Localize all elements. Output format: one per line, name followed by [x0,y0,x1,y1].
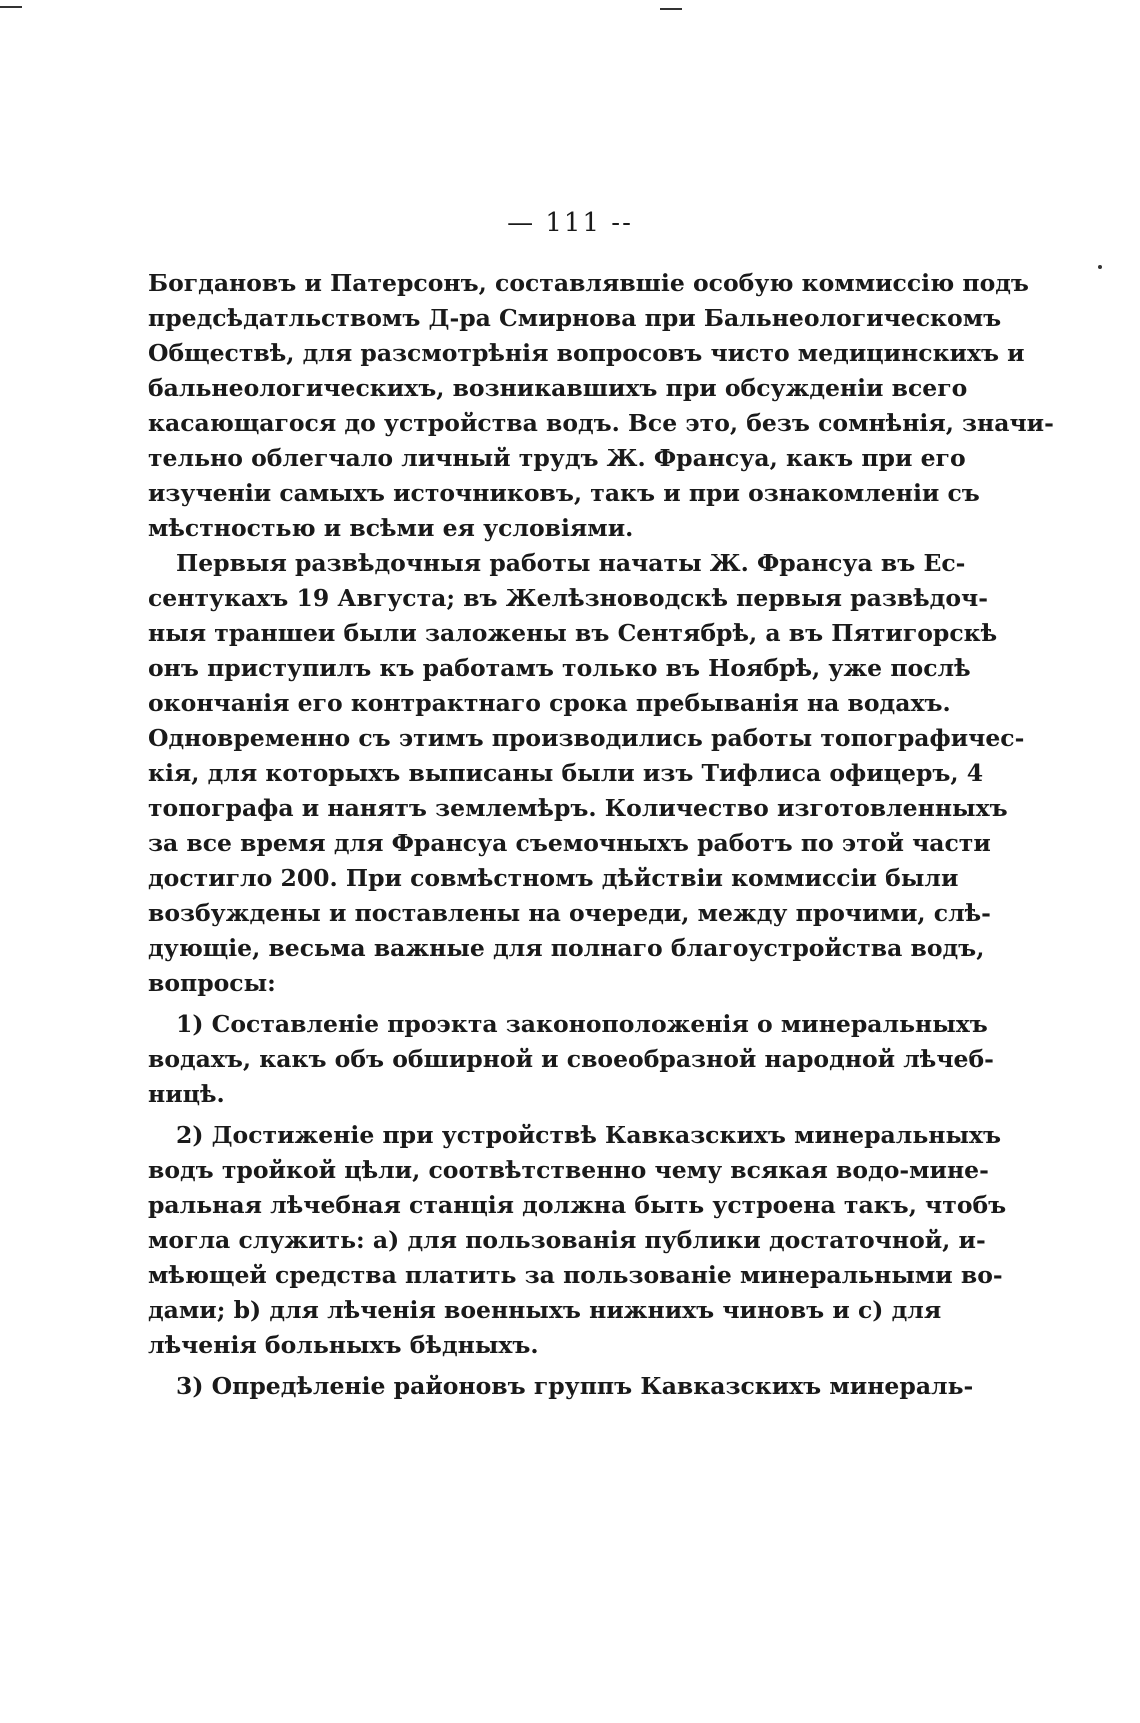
page-number: — 111 -- [507,208,633,238]
text-line: Первыя развѣдочныя работы начаты Ж. Франсуа въ Ес- [176,549,966,577]
text-line: бальнеологическихъ, возникавшихъ при обсужденіи всего [148,374,968,402]
text-line: ницѣ. [148,1080,225,1108]
text-line: достигло 200. При совмѣстномъ дѣйствіи коммиссіи были [148,864,959,892]
text-line: водахъ, какъ объ обширной и своеобразной народной лѣчеб- [148,1045,994,1073]
list-item-1 [148,1007,994,1112]
text-line: возбуждены и поставлены на очереди, между прочими, слѣ- [148,899,991,927]
text-line: 2) Достиженіе при устройствѣ Кавказскихъ минеральныхъ [176,1121,1002,1149]
text-line: вопросы: [148,969,276,997]
text-line: онъ приступилъ къ работамъ только въ Ноябрѣ, уже послѣ [148,654,971,682]
paragraph-1 [148,266,1054,546]
paragraph-2 [148,546,1025,1001]
scan-mark-top-right [660,8,682,10]
text-line: кія, для которыхъ выписаны были изъ Тифлиса офицеръ, 4 [148,759,984,787]
text-line: мѣющей средства платить за пользованіе минеральными во- [148,1261,1003,1289]
text-line: лѣченія больныхъ бѣдныхъ. [148,1331,539,1359]
text-line: за все время для Франсуа съемочныхъ работъ по этой части [148,829,991,857]
text-line: касающагося до устройства водъ. Все это, безъ сомнѣнія, значи- [148,409,1054,437]
body-text [148,266,1054,1404]
text-line: Обществѣ, для разсмотрѣнія вопросовъ чисто медицинскихъ и [148,339,1025,367]
scan-mark-top-left [0,6,22,8]
text-line: ральная лѣчебная станція должна быть устроена такъ, чтобъ [148,1191,1007,1219]
text-line: предсѣдатльствомъ Д-ра Смирнова при Бальнеологическомъ [148,304,1002,332]
text-line: водъ тройкой цѣли, соотвѣтственно чему всякая водо-мине- [148,1156,989,1184]
text-line: Богдановъ и Патерсонъ, составлявшіе особую коммиссію подъ [148,269,1029,297]
text-line: мѣстностью и всѣми ея условіями. [148,514,634,542]
text-line: дами; b) для лѣченія военныхъ нижнихъ чиновъ и c) для [148,1296,942,1324]
text-line: топографа и нанятъ землемѣръ. Количество изготовленныхъ [148,794,1008,822]
list-item-3 [148,1369,974,1404]
scan-dot-right [1098,265,1102,269]
text-line: 3) Опредѣленіе районовъ группъ Кавказскихъ минераль- [176,1372,974,1400]
text-line: могла служить: a) для пользованія публики достаточной, и- [148,1226,986,1254]
text-line: тельно облегчало личный трудъ Ж. Франсуа, какъ при его [148,444,966,472]
list-item-2 [148,1118,1007,1363]
text-line: ныя траншеи были заложены въ Сентябрѣ, а въ Пятигорскѣ [148,619,998,647]
text-line: окончанія его контрактнаго срока пребыванія на водахъ. [148,689,951,717]
text-line: Одновременно съ этимъ производились работы топографичес- [148,724,1025,752]
text-line: изученіи самыхъ источниковъ, такъ и при ознакомленіи съ [148,479,980,507]
text-line: сентукахъ 19 Августа; въ Желѣзноводскѣ первыя развѣдоч- [148,584,988,612]
text-line: дующіе, весьма важные для полнаго благоустройства водъ, [148,934,985,962]
text-line: 1) Составленіе проэкта законоположенія о минеральныхъ [176,1010,988,1038]
